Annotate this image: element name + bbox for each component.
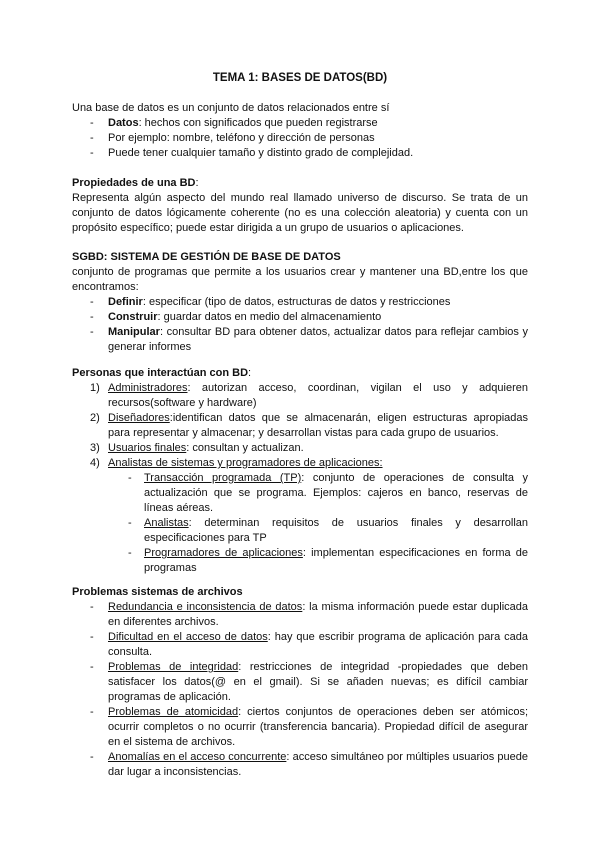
list-item	[72, 705, 528, 750]
bullet-marker: -	[90, 601, 94, 613]
term: Manipular	[108, 326, 160, 338]
sub-list-item	[72, 516, 528, 546]
bullet-marker: -	[90, 326, 94, 338]
propiedades-section	[72, 176, 528, 236]
list-item	[72, 750, 528, 780]
item-text: : la misma información puede estar duplicada en diferentes archivos.	[108, 601, 528, 628]
sgbd-text: conjunto de programas que permite a los usuarios crear y mantener una BD,entre los que encontramos:	[72, 266, 528, 293]
page-title: TEMA 1: BASES DE DATOS(BD)	[212, 72, 388, 84]
bullet-marker: -	[90, 296, 94, 308]
item-text: :identifican datos que se almacenarán, eligen estructuras apropiadas para representar y almacenar; y desarrollan vistas para cada grupo de usuarios.	[108, 412, 528, 439]
item-number: 1)	[90, 382, 100, 394]
item-text: : especificar (tipo de datos, estructuras de datos y restricciones	[142, 296, 451, 308]
heading-colon: :	[195, 177, 199, 189]
bullet-marker: -	[90, 751, 94, 763]
list-item	[72, 310, 528, 325]
term: Problemas de atomicidad	[108, 706, 239, 718]
personas-section	[72, 366, 528, 576]
section-heading: Propiedades de una BD	[72, 177, 196, 189]
section-heading: Problemas sistemas de archivos	[72, 586, 243, 598]
numbered-item	[72, 441, 528, 456]
bullet-marker: -	[90, 147, 94, 159]
term: Diseñadores	[108, 412, 170, 424]
list-item	[72, 660, 528, 705]
list-item	[72, 146, 528, 161]
numbered-item	[72, 411, 528, 441]
term: Redundancia e inconsistencia de datos	[108, 601, 303, 613]
section-heading: SGBD: SISTEMA DE GESTIÓN DE BASE DE DATOS	[72, 251, 341, 263]
sub-list-item	[72, 546, 528, 576]
heading-colon: :	[248, 367, 252, 379]
term: Datos	[108, 117, 139, 129]
sgbd-section	[72, 250, 528, 355]
list-item	[72, 131, 528, 146]
term: Transacción programada (TP)	[144, 472, 302, 484]
term: Construir	[108, 311, 158, 323]
section-heading: Personas que interactúan con BD	[72, 367, 249, 379]
item-text: : hechos con significados que pueden registrarse	[138, 117, 378, 129]
item-text: : implementan especificaciones en forma de programas	[144, 547, 528, 574]
item-text: : hay que escribir programa de aplicación para cada consulta.	[108, 631, 528, 658]
term: Dificultad en el acceso de datos	[108, 631, 268, 643]
bullet-marker: -	[90, 631, 94, 643]
item-text: : conjunto de operaciones de consulta y actualización que se programa. Ejemplos: cajeros en banco, reservas de líneas aéreas.	[144, 472, 528, 514]
item-text: : ciertos conjuntos de operaciones deben ser atómicos; ocurrir completos o no ocurrir (transferencia bancaria). Propiedad difícil de asegurar en el sistema de archivos.	[108, 706, 529, 748]
bullet-marker: -	[90, 311, 94, 323]
term: Analistas	[144, 517, 189, 529]
item-text: : restricciones de integridad -propiedades que deben satisfacer los datos(@ en el gmail). Si se añaden nuevas; es difícil cambiar programas de aplicación.	[108, 661, 528, 703]
term: Anomalías en el acceso concurrente	[108, 751, 287, 763]
item-number: 4)	[90, 457, 100, 469]
bullet-marker: -	[90, 661, 94, 673]
intro-text: Una base de datos es un conjunto de datos relacionados entre sí	[72, 102, 390, 114]
numbered-item	[72, 381, 528, 411]
item-number: 2)	[90, 412, 100, 424]
bullet-marker: -	[128, 517, 132, 529]
item-text: : consultan y actualizan.	[186, 442, 304, 454]
bullet-marker: -	[128, 472, 132, 484]
list-item	[72, 116, 528, 131]
bullet-marker: -	[90, 706, 94, 718]
term: Usuarios finales	[108, 442, 187, 454]
list-item	[72, 600, 528, 630]
item-text: : autorizan acceso, coordinan, vigilan el uso y adquieren recursos(software y hardware)	[108, 382, 528, 409]
term: Definir	[108, 296, 143, 308]
propiedades-text: Representa algún aspecto del mundo real llamado universo de discurso. Se trata de un conjunto de datos lógicamente coherente (no es una colección aleatoria) y cuenta con un propósito específico; puede estar dirigida a un grupo de usuarios o aplicaciones.	[72, 192, 528, 234]
intro-section	[72, 101, 528, 161]
item-text: Por ejemplo: nombre, teléfono y dirección de personas	[108, 132, 375, 144]
list-item	[72, 325, 528, 355]
item-text: : guardar datos en medio del almacenamiento	[157, 311, 382, 323]
bullet-marker: -	[90, 132, 94, 144]
problemas-section	[72, 585, 528, 780]
term: Administradores	[108, 382, 188, 394]
list-item	[72, 630, 528, 660]
list-item	[72, 295, 528, 310]
term: Problemas de integridad	[108, 661, 239, 673]
sub-list-item	[72, 471, 528, 516]
item-text: Puede tener cualquier tamaño y distinto grado de complejidad.	[108, 147, 414, 159]
item-text: : determinan requisitos de usuarios finales y desarrollan especificaciones para TP	[144, 517, 528, 544]
bullet-marker: -	[90, 117, 94, 129]
bullet-marker: -	[128, 547, 132, 559]
item-text: : acceso simultáneo por múltiples usuarios puede dar lugar a inconsistencias.	[108, 751, 528, 778]
item-text: : consultar BD para obtener datos, actualizar datos para reflejar cambios y generar informes	[108, 326, 528, 353]
term: Analistas de sistemas y programadores de aplicaciones:	[108, 457, 383, 469]
numbered-item	[72, 456, 528, 471]
item-number: 3)	[90, 442, 100, 454]
term: Programadores de aplicaciones	[144, 547, 303, 559]
